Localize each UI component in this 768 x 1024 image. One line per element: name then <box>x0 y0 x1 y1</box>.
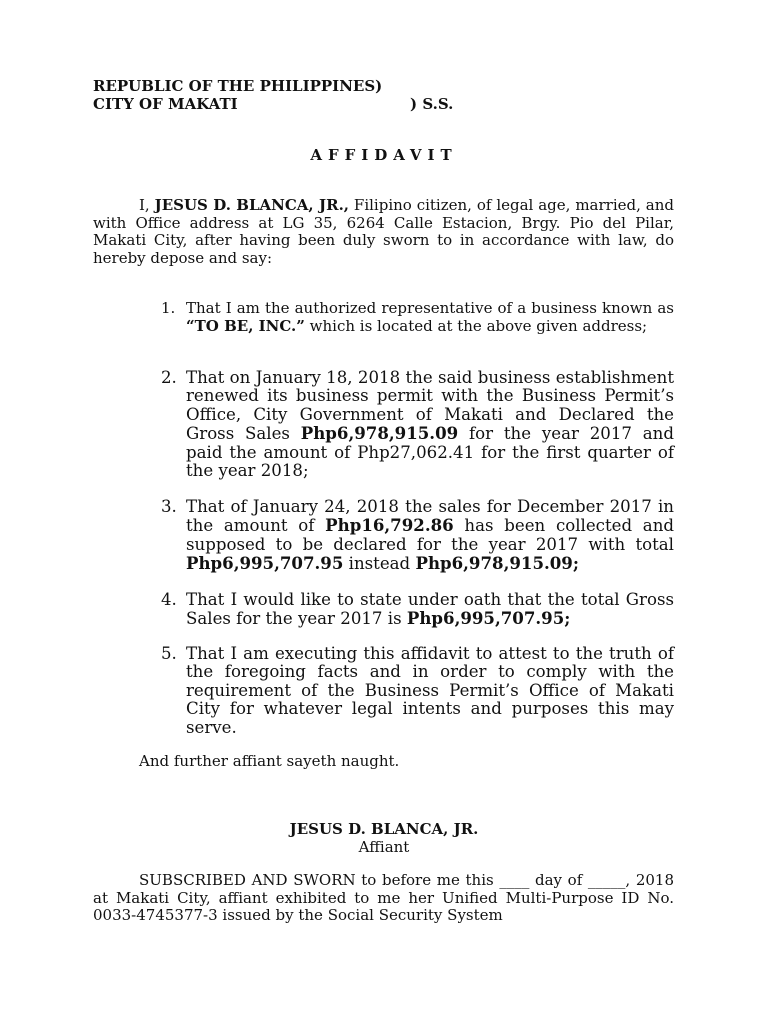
signatory-name: JESUS D. BLANCA, JR. <box>289 820 479 838</box>
item-text: That I am executing this affidavit to attest to the truth of the foregoing facts and in order to comply with the requirement of the Business Permit’s Office of Makati City for whatever legal intents and purposes this may serve. <box>186 644 674 737</box>
venue-block <box>93 77 454 114</box>
item-text-part: That I am the authorized representative of a business known as <box>186 299 674 317</box>
item-text-part: That on January 18, 2018 the said business establishment renewed its business permit with the Business Permit’s Office, City Government of Makati and Declared the Gross Sales <box>186 368 674 444</box>
item-text-part: That of January 24, 2018 the sales for December 2017 in the amount of <box>186 497 674 536</box>
signature-block <box>0 821 768 856</box>
document-title: AFFIDAVIT <box>310 146 458 164</box>
venue-city-line <box>93 95 454 114</box>
jurat-paragraph: SUBSCRIBED AND SWORN to before me this ____ day of _____, 2018 at Makati City, affiant exhibited to me her Unified Multi-Purpose ID No. 0033-4745377-3 issued by the Social Security System <box>93 871 674 924</box>
item-text <box>186 591 674 629</box>
item-number: 3. <box>161 497 177 516</box>
business-name: “TO BE, INC.” <box>186 316 305 335</box>
item-number: 4. <box>161 590 177 609</box>
amount-highlight: Php6,995,707.95; <box>406 608 571 629</box>
list-item <box>161 369 674 480</box>
intro-paragraph <box>93 197 674 267</box>
amount-highlight: Php6,978,915.09 <box>300 423 459 444</box>
closing-statement: And further affiant sayeth naught. <box>139 752 400 770</box>
item-text-part: That I would like to state under oath that the total Gross Sales for the year 2017 is <box>186 590 674 629</box>
item-number: 2. <box>161 368 177 387</box>
item-text-part: has been collected and supposed to be declared for the year 2017 with total <box>186 516 675 554</box>
item-text <box>186 300 674 335</box>
venue-ss: ) S.S. <box>410 95 454 113</box>
amount-highlight: Php6,995,707.95 <box>186 553 344 574</box>
item-text-part: which is located at the above given address; <box>304 316 648 335</box>
intro-after: Filipino citizen, of legal age, married, and with Office address at LG 35, 6264 Calle Estacion, Brgy. Pio del Pilar, Makati City, after having been duly sworn to in accordance with law, do hereby depose and say: <box>93 196 674 267</box>
signatory-role: Affiant <box>358 837 410 856</box>
item-text-part: for the year 2017 and paid the amount of Php27,062.41 for the first quarter of the year 2018; <box>186 424 674 481</box>
intro-before: I, <box>139 196 155 214</box>
item-text-part: instead <box>343 554 416 574</box>
list-item <box>161 591 674 629</box>
item-number: 5. <box>161 644 177 663</box>
item-text <box>186 498 674 574</box>
item-number: 1. <box>161 299 176 317</box>
list-item <box>161 498 674 574</box>
list-item <box>161 300 674 335</box>
amount-highlight: Php6,978,915.09; <box>415 553 579 574</box>
affiant-name: JESUS D. BLANCA, JR., <box>154 196 350 214</box>
venue-country-line: REPUBLIC OF THE PHILIPPINES) <box>93 77 383 95</box>
venue-city: CITY OF MAKATI <box>93 95 238 113</box>
list-item <box>161 645 674 737</box>
item-text <box>186 369 674 480</box>
amount-highlight: Php16,792.86 <box>325 515 454 536</box>
